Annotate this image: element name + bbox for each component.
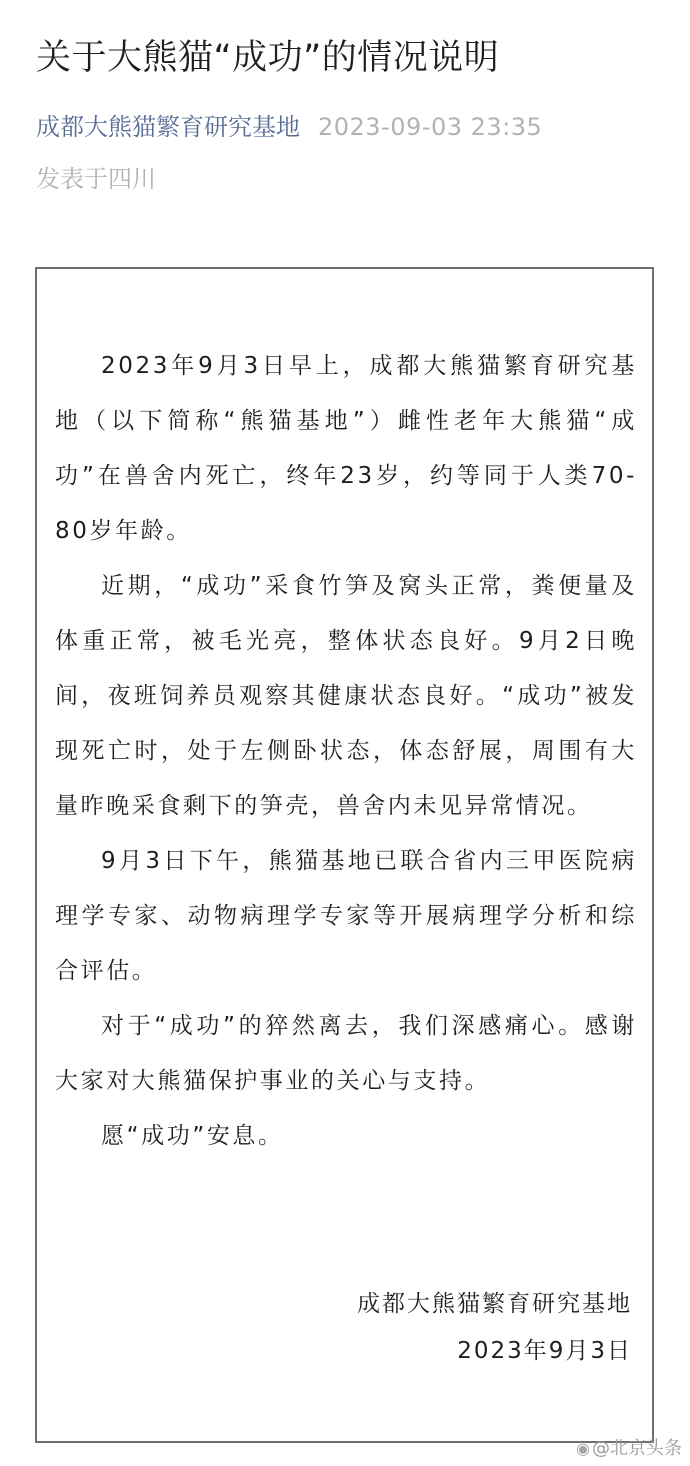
publish-time: 2023-09-03 23:35 xyxy=(318,113,543,141)
publish-location: 发表于四川 xyxy=(36,165,156,193)
signature-org: 成都大熊猫繁育研究基地 xyxy=(357,1291,632,1317)
notice-image[interactable] xyxy=(35,267,654,1443)
notice-paragraph: 2023年9月3日早上，成都大熊猫繁育研究基地（以下简称“熊猫基地”）雌性老年大熊猫“成功”在兽舍内死亡，终年23岁，约等同于人类70-80岁年龄。 xyxy=(55,353,637,544)
notice-paragraph: 9月3日下午，熊猫基地已联合省内三甲医院病理学专家、动物病理学专家等开展病理学分析和综合评估。 xyxy=(55,848,637,984)
article-meta xyxy=(36,108,542,146)
signature-block xyxy=(357,1281,632,1375)
notice-paragraph: 对于“成功”的猝然离去，我们深感痛心。感谢大家对大熊猫保护事业的关心与支持。 xyxy=(55,1013,637,1094)
watermark xyxy=(576,1436,682,1462)
notice-body xyxy=(55,339,637,1164)
watermark-text: @北京头条 xyxy=(592,1438,682,1459)
article-title: 关于大熊猫“成功”的情况说明 xyxy=(36,38,500,78)
author-link[interactable]: 成都大熊猫繁育研究基地 xyxy=(36,113,300,141)
signature-date: 2023年9月3日 xyxy=(457,1338,632,1364)
notice-paragraph: 近期，“成功”采食竹笋及窝头正常，粪便量及体重正常，被毛光亮，整体状态良好。9月2日晚间，夜班饲养员观察其健康状态良好。“成功”被发现死亡时，处于左侧卧状态，体态舒展，周围有大量昨晚采食剩下的笋壳，兽舍内未见异常情况。 xyxy=(55,573,637,819)
notice-paragraph: 愿“成功”安息。 xyxy=(101,1123,284,1149)
weibo-icon: ◉ xyxy=(576,1439,590,1458)
